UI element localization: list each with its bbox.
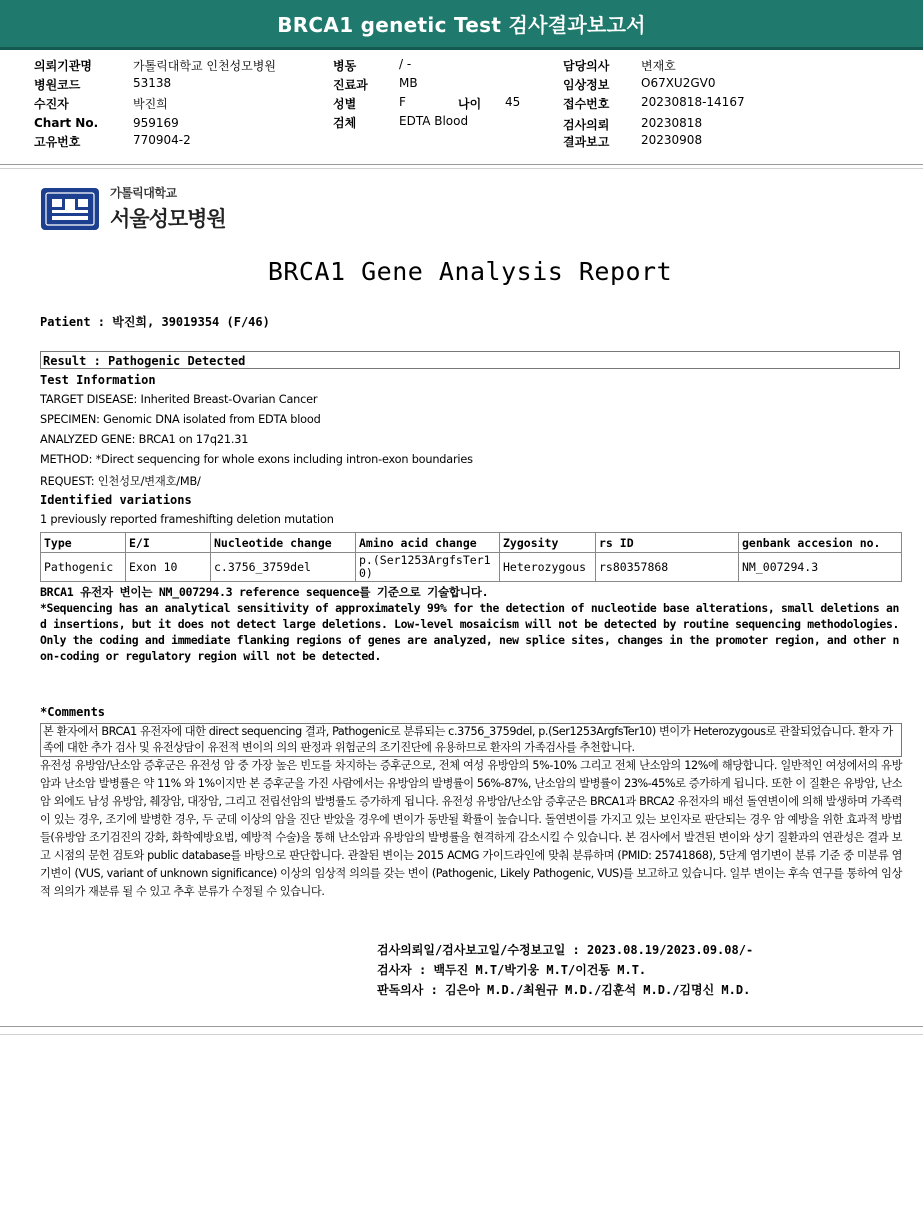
info-label-age: 나이 — [458, 97, 482, 111]
comments-heading: *Comments — [40, 705, 106, 719]
test-info-analyzed-gene: ANALYZED GENE: BRCA1 on 17q21.31 — [40, 433, 249, 446]
table-cell-zygosity: Heterozygous — [500, 553, 596, 582]
info-value-ward: / - — [399, 57, 412, 71]
info-label-report-date: 결과보고 — [563, 135, 610, 149]
method-sensitivity-note: *Sequencing has an analytical sensitivity of approximately 99% for the detection of nucleotide base alterations, small deletions and insertions, but it does not detect large deletions. Low-level mosaicism will not be detected by routine sequencing methodologies. Only the coding and immediate flanking regions of genes are analyzed, new splice sites, changes in the promoter region, and other non-coding or regulatory region will not be detected. — [40, 601, 900, 663]
sign-testers: 검사자 : 백두진 M.T/박기웅 M.T/이건동 M.T. — [377, 963, 647, 977]
table-cell-nucleotide: c.3756_3759del — [211, 553, 356, 582]
catholic-university-emblem-icon — [40, 187, 100, 231]
table-header-cell: Nucleotide change — [211, 533, 356, 553]
table-cell-genbank: NM_007294.3 — [739, 553, 902, 582]
info-label-hospital-code: 병원코드 — [34, 78, 81, 92]
variant-table — [40, 532, 902, 582]
logo-university-name: 가톨릭대학교 — [110, 186, 177, 200]
info-value-hospital-code: 53138 — [133, 76, 172, 90]
table-cell-exon: Exon 10 — [126, 553, 211, 582]
info-label-physician: 담당의사 — [563, 59, 610, 73]
info-value-physician: 변재호 — [641, 59, 676, 73]
variations-description: 1 previously reported frameshifting deletion mutation — [40, 513, 334, 526]
variant-table-header-row — [41, 533, 902, 553]
test-info-target-disease: TARGET DISEASE: Inherited Breast-Ovarian Cancer — [40, 393, 318, 406]
table-header-cell: E/I — [126, 533, 211, 553]
header-divider-light — [0, 168, 923, 169]
info-label-clinical-info: 임상정보 — [563, 78, 610, 92]
table-cell-rsid: rs80357868 — [596, 553, 739, 582]
result-box: Result : Pathogenic Detected — [40, 351, 900, 369]
info-label-chart-no: Chart No. — [34, 116, 99, 130]
table-header-cell: rs ID — [596, 533, 739, 553]
footer-divider-light — [0, 1034, 923, 1035]
info-label-unique-id: 고유번호 — [34, 135, 81, 149]
info-label-sex: 성별 — [333, 97, 357, 111]
variations-heading: Identified variations — [40, 493, 192, 507]
info-value-requesting-institution: 가톨릭대학교 인천성모병원 — [133, 59, 276, 73]
info-label-ward: 병동 — [333, 59, 357, 73]
info-value-age: 45 — [505, 95, 521, 109]
info-value-sex: F — [399, 95, 406, 109]
sign-doctors: 판독의사 : 김은아 M.D./최원규 M.D./김훈석 M.D./김명신 M.D. — [377, 983, 751, 997]
info-value-unique-id: 770904-2 — [133, 133, 191, 147]
table-row — [41, 553, 902, 582]
comment-summary-box: 본 환자에서 BRCA1 유전자에 대한 direct sequencing 결과, Pathogenic로 분류되는 c.3756_3759del, p.(Ser1253ArgfsTer10) 변이가 Heterozygous로 관찰되었습니다. 환자 가족에 대한 추가 검사 및 유전상담이 유전적 변이의 의의 판정과 위험군의 조기진단에 유용하므로 환자의 가족검사를 추천합니다. — [40, 723, 902, 757]
patient-line: Patient : 박진희, 39019354 (F/46) — [40, 315, 270, 329]
info-label-patient-name: 수진자 — [34, 97, 69, 111]
info-value-clinical-info: O67XU2GV0 — [641, 76, 716, 90]
info-label-request-date: 검사의뢰 — [563, 118, 610, 132]
info-label-receipt-no: 접수번호 — [563, 97, 610, 111]
info-label-requesting-institution: 의뢰기관명 — [34, 59, 92, 73]
report-header-title: BRCA1 genetic Test 검사결과보고서 — [277, 13, 646, 37]
info-value-request-date: 20230818 — [641, 116, 703, 130]
info-value-department: MB — [399, 76, 418, 90]
comment-body: 유전성 유방암/난소암 증후군은 유전성 암 중 가장 높은 빈도를 차지하는 증후군으로, 전체 여성 유방암의 5%-10% 그리고 전체 난소암의 12%에 해당합니다. 일반적인 여성에서의 유방암과 난소암 발병률은 약 11% 와 1%이지만 본 증후군을 가진 사람에서는 유방암의 발병률이 56%-87%, 난소암의 발병률이 23%-45%로 증가하게 됩니다. 또한 이 질환은 유방암, 난소암 외에도 남성 유방암, 췌장암, 대장암, 그리고 전립선암의 발병률도 증가하게 됩니다. 유전성 유방암/난소암 증후군은 BRCA1과 BRCA2 유전자의 배선 돌연변이에 의해 발생하며 가족력이 있는 경우, 조기에 발병한 경우, 두 군데 이상의 암을 진단 받았을 경우에 변이가 동반될 확률이 높습니다. 돌연변이를 가지고 있는 보인자로 판단되는 경우 암 예방을 위한 효과적 방법들(유방암 조기검진의 강화, 화학예방요법, 예방적 수술)을 통해 난소암과 유방암의 발병률을 현격하게 감소시킬 수 있습니다. 본 검사에서 발견된 변이와 상기 질환과의 연관성은 결과 보고 시점의 문헌 검토와 public database를 바탕으로 판단합니다. 관찰된 변이는 2015 ACMG 가이드라인에 맞춰 분류하며 (PMID: 25741868), 5단계 염기변이 분류 기준 중 미분류 염기변이 (VUS, variant of unknown significance) 이상의 임상적 의의를 갖는 변이 (Pathogenic, Likely Pathogenic, VUS)를 보고하고 있습니다. 일부 변이는 후속 연구를 통하여 임상적 의의가 재분류 될 수 있고 추후 분류가 수정될 수 있습니다. — [40, 759, 902, 898]
hospital-logo — [40, 184, 226, 233]
table-cell-type: Pathogenic — [41, 553, 126, 582]
info-label-specimen: 검체 — [333, 116, 357, 130]
report-header-bar — [0, 0, 923, 50]
table-header-cell: Zygosity — [500, 533, 596, 553]
table-header-cell: genbank accesion no. — [739, 533, 902, 553]
info-value-report-date: 20230908 — [641, 133, 703, 147]
report-title: BRCA1 Gene Analysis Report — [267, 257, 673, 286]
footer-divider — [0, 1026, 923, 1027]
table-header-cell: Amino acid change — [356, 533, 500, 553]
info-value-patient-name: 박진희 — [133, 97, 168, 111]
info-value-receipt-no: 20230818-14167 — [641, 95, 745, 109]
sign-dates: 검사의뢰일/검사보고일/수정보고일 : 2023.08.19/2023.09.08/- — [377, 943, 754, 957]
info-label-department: 진료과 — [333, 78, 368, 92]
test-info-specimen: SPECIMEN: Genomic DNA isolated from EDTA blood — [40, 413, 321, 426]
table-cell-amino-acid: p.(Ser1253ArgfsTer10) — [356, 553, 500, 582]
test-info-request: REQUEST: 인천성모/변재호/MB/ — [40, 475, 201, 488]
header-divider — [0, 164, 923, 165]
test-info-method: METHOD: *Direct sequencing for whole exons including intron-exon boundaries — [40, 453, 473, 466]
test-info-heading: Test Information — [40, 373, 156, 387]
reference-sequence-note: BRCA1 유전자 변이는 NM_007294.3 reference sequence를 기준으로 기술합니다. — [40, 585, 489, 599]
table-header-cell: Type — [41, 533, 126, 553]
info-value-specimen: EDTA Blood — [399, 114, 469, 128]
info-value-chart-no: 959169 — [133, 116, 179, 130]
logo-hospital-name: 서울성모병원 — [110, 207, 226, 231]
